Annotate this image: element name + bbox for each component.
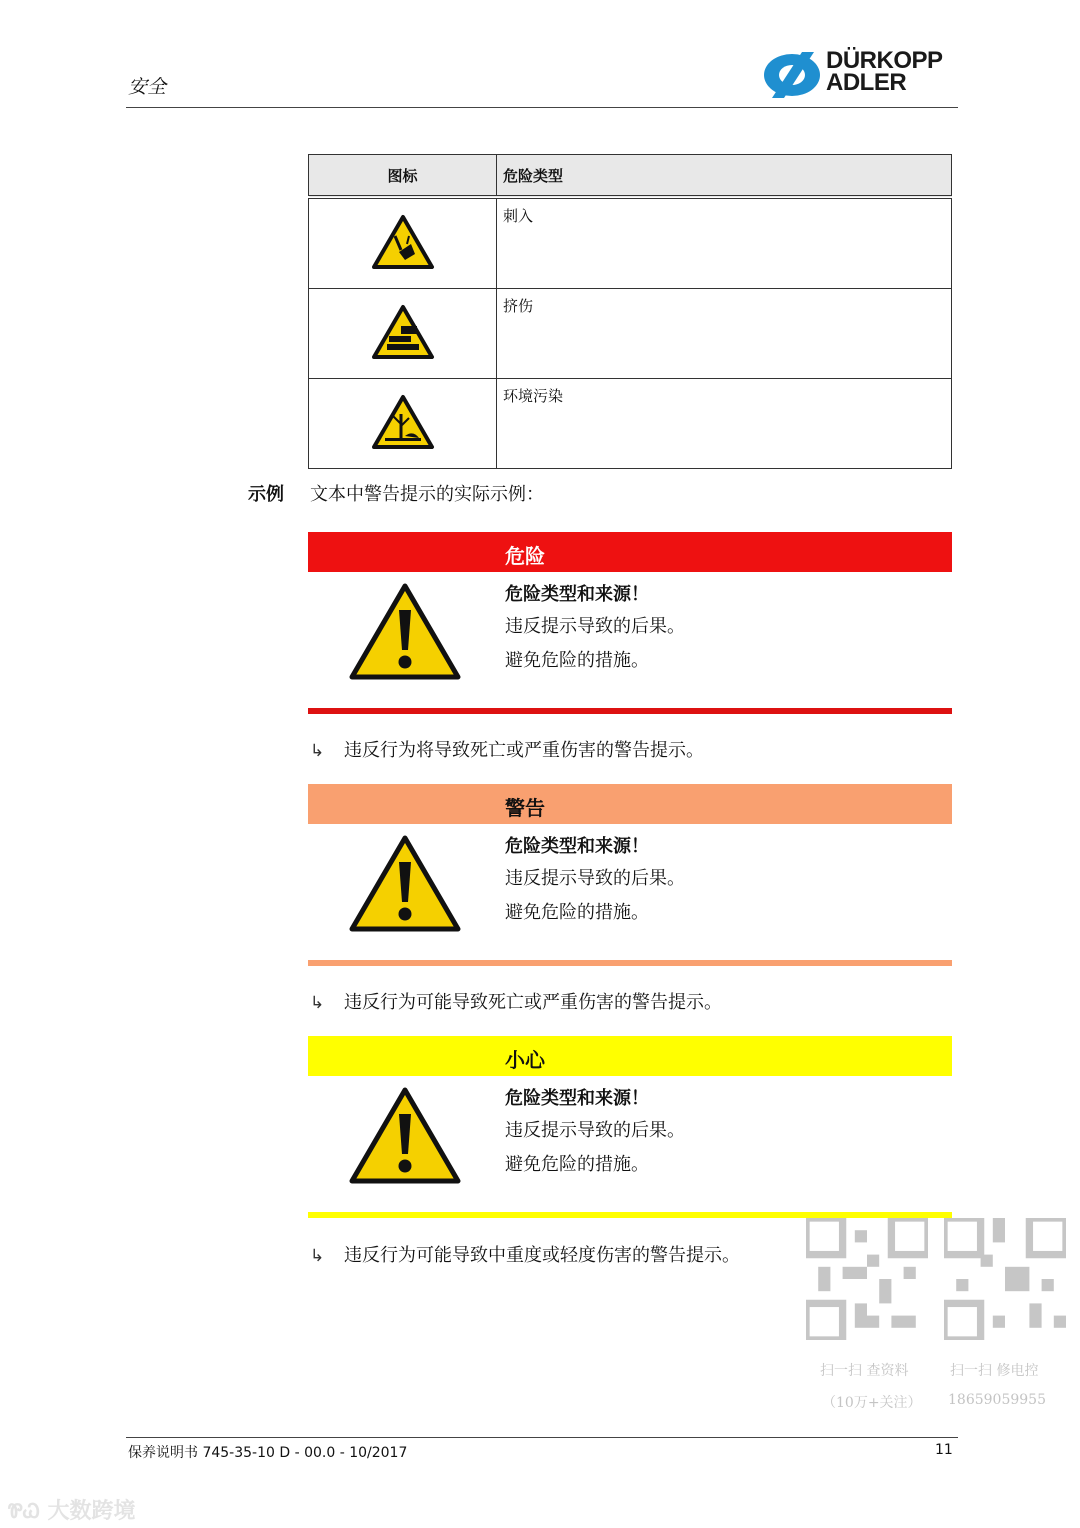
watermark-logo-icon: ᏈᏇ [8, 1499, 40, 1523]
footer-document-id: 保养说明书 745-35-10 D - 00.0 - 10/2017 [128, 1445, 408, 1461]
warning-line-3: 避免危险的措施。 [505, 902, 649, 923]
danger-bottom-rule [308, 708, 952, 714]
header-divider [126, 107, 958, 108]
qr-caption: （10万+关注） [822, 1395, 922, 1411]
danger-box [308, 532, 952, 714]
qr-caption: 扫一扫 查资料 [820, 1363, 909, 1379]
table-row [309, 289, 952, 379]
environment-warning-icon [371, 394, 435, 450]
warning-line-1: 危险类型和来源！ [505, 836, 649, 857]
hazard-type-label: 环境污染 [497, 379, 952, 469]
warning-header-bar [308, 784, 952, 824]
result-arrow-icon: ↳ [310, 741, 325, 761]
warning-note-text: 违反行为可能导致死亡或严重伤害的警告提示。 [344, 992, 722, 1013]
caution-title: 小心 [505, 1048, 545, 1072]
table-row [309, 379, 952, 469]
caution-note-text: 违反行为可能导致中重度或轻度伤害的警告提示。 [344, 1245, 740, 1266]
result-arrow-icon: ↳ [310, 1246, 325, 1266]
danger-header-bar [308, 532, 952, 572]
hazard-type-label: 刺入 [497, 197, 952, 289]
watermark-brand-text: 大数跨境 [47, 1499, 136, 1524]
general-warning-icon [348, 582, 462, 682]
warning-bottom-rule [308, 960, 952, 966]
hazard-type-label: 挤伤 [497, 289, 952, 379]
general-warning-icon [348, 834, 462, 934]
danger-note-text: 违反行为将导致死亡或严重伤害的警告提示。 [344, 740, 704, 761]
danger-line-3: 避免危险的措施。 [505, 650, 649, 671]
crush-warning-icon [371, 304, 435, 360]
warning-note [310, 988, 722, 1014]
qr-caption: 扫一扫 修电控 [950, 1363, 1039, 1379]
warning-line-2: 违反提示导致的后果。 [505, 868, 685, 889]
column-header-icon: 图标 [309, 155, 497, 198]
durkopp-adler-logo-icon [762, 52, 824, 98]
table-row [309, 197, 952, 289]
hazard-symbol-table [308, 154, 952, 469]
caution-line-2: 违反提示导致的后果。 [505, 1120, 685, 1141]
danger-note [310, 736, 704, 762]
danger-title: 危险 [505, 544, 545, 568]
logo-line-2: ADLER [826, 69, 907, 96]
danger-line-1: 危险类型和来源！ [505, 584, 649, 605]
warning-box [308, 784, 952, 966]
warning-title: 警告 [505, 796, 545, 820]
page-section-title: 安全 [128, 76, 167, 98]
footer-divider [126, 1437, 958, 1438]
danger-line-2: 违反提示导致的后果。 [505, 616, 685, 637]
example-label: 示例 [248, 484, 284, 505]
qr-caption: 18659059955 [948, 1392, 1046, 1408]
example-text: 文本中警告提示的实际示例： [310, 484, 544, 505]
puncture-warning-icon [371, 214, 435, 270]
brand-watermark [8, 1494, 136, 1525]
caution-header-bar [308, 1036, 952, 1076]
qr-code-icon [806, 1218, 928, 1340]
qr-code-icon [944, 1218, 1066, 1340]
column-header-type: 危险类型 [497, 155, 952, 198]
general-warning-icon [348, 1086, 462, 1186]
caution-line-1: 危险类型和来源！ [505, 1088, 649, 1109]
caution-note [310, 1241, 740, 1267]
result-arrow-icon: ↳ [310, 993, 325, 1013]
page-number: 11 [935, 1442, 953, 1458]
caution-box [308, 1036, 952, 1218]
logo-line-1: DÜRKOPP [826, 47, 943, 74]
caution-line-3: 避免危险的措施。 [505, 1154, 649, 1175]
logo-text [826, 47, 943, 96]
